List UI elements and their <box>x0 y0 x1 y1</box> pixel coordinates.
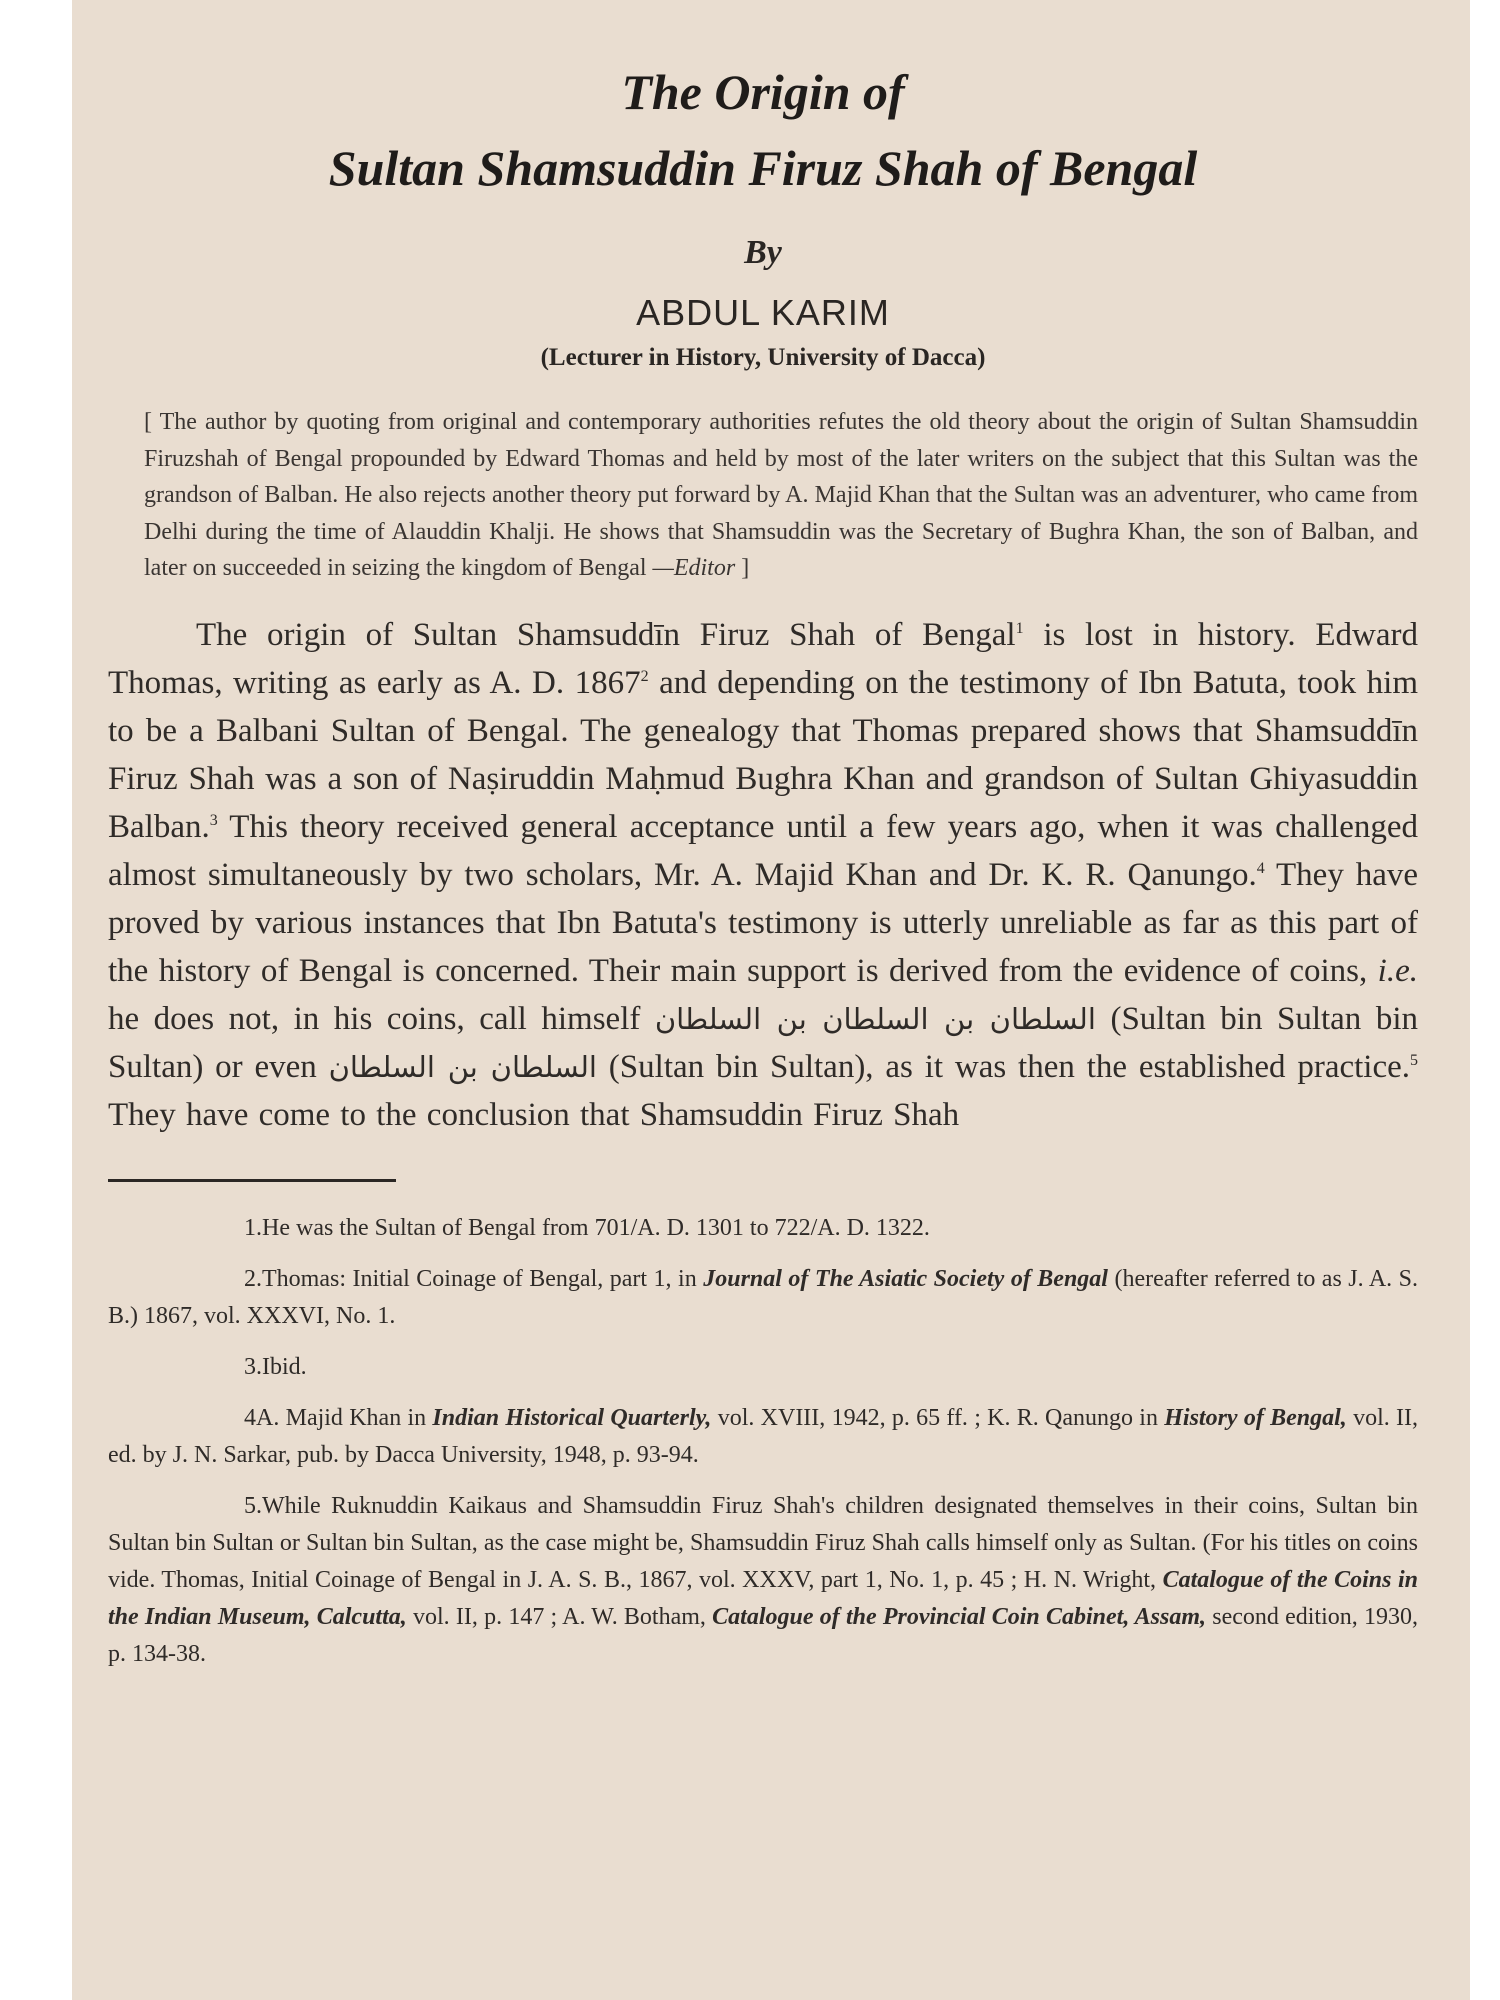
footnote-ref-1: 1 <box>1015 619 1024 637</box>
body-text-3: and depending on the testimony of Ibn Batuta, took him to be a Balbani Sultan of Bengal. The genealogy that Thomas prepared shows that Shamsuddīn Firuz Shah was a son of Naṣiruddin Maḥmud Bughra Khan and grandson of Sultan Ghiyasuddin Balban. <box>108 664 1418 845</box>
abstract-text: [ The author by quoting from original and contemporary authorities refutes the old theory about the origin of Sultan Shamsuddin Firuzshah of Bengal propounded by Edward Thomas and held by most of the later writers on the subject that this Sultan was the grandson of Balban. He also rejects another theory put forward by A. Majid Khan that the Sultan was an adventurer, who came from Delhi during the time of Alauddin Khalji. He shows that Shamsuddin was the Secretary of Bughra Khan, the son of Balban, and later on succeeded in seizing the kingdom of Bengal <box>144 409 1418 581</box>
arabic-title-2: السلطان بن السلطان <box>328 1049 597 1084</box>
body-paragraph <box>108 611 1418 1139</box>
footnote-text: A. Majid Khan in <box>256 1404 433 1431</box>
author-affiliation: (Lecturer in History, University of Dacca) <box>540 344 986 371</box>
footnote-number: 2. <box>244 1265 262 1292</box>
footnote-ref-4: 4 <box>1256 859 1265 877</box>
footnote-catalogue: Catalogue of the Coins in the Indian Museum, Calcutta, <box>108 1566 1419 1630</box>
footnote-2 <box>108 1261 1418 1335</box>
byline: By <box>744 234 782 271</box>
footnote-ref-5: 5 <box>1410 1051 1418 1069</box>
title-line-2: Sultan Shamsuddin Firuz Shah of Bengal <box>328 140 1198 196</box>
body-text-7: (Sultan bin Sultan bin Sultan) or even <box>108 1000 1418 1085</box>
footnote-text: second edition, 1930, p. 134-38. <box>108 1603 1418 1667</box>
body-text-8: (Sultan bin Sultan), as it was then the established practice. <box>596 1048 1410 1085</box>
author-name: ABDUL KARIM <box>636 292 890 333</box>
footnote-text: vol. XVIII, 1942, p. 65 ff. ; K. R. Qanungo in <box>711 1404 1165 1431</box>
footnote-4 <box>108 1400 1418 1474</box>
footnote-text: (hereafter referred to as J. A. S. B.) 1867, vol. XXXVI, No. 1. <box>108 1265 1418 1329</box>
title-line-1: The Origin of <box>621 64 905 120</box>
footnote-number: 5. <box>244 1492 262 1519</box>
footnote-number: 1. <box>244 1214 262 1241</box>
title-block <box>108 0 1418 372</box>
footnote-ref-3: 3 <box>209 811 218 829</box>
body-text-2: is lost in history. Edward Thomas, writing as early as A. D. 1867 <box>108 616 1418 701</box>
body-text-4: This theory received general acceptance until a few years ago, when it was challenged almost simultaneously by two scholars, Mr. A. Majid Khan and Dr. K. R. Qanungo. <box>108 808 1418 893</box>
journal-page <box>72 0 1470 2000</box>
footnote-journal: History of Bengal, <box>1164 1404 1347 1431</box>
footnote-divider <box>108 1179 396 1182</box>
editor-abstract <box>144 404 1418 587</box>
body-ie: i.e. <box>1377 952 1418 989</box>
footnote-text: vol. II, p. 147 ; A. W. Botham, <box>406 1603 713 1630</box>
body-text-9: They have come to the conclusion that Shamsuddin Firuz Shah <box>108 1096 960 1133</box>
article-title <box>108 54 1418 206</box>
abstract-editor: —Editor <box>652 555 736 581</box>
footnote-text: Ibid. <box>262 1353 307 1380</box>
footnote-catalogue: Catalogue of the Provincial Coin Cabinet, Assam, <box>712 1603 1207 1630</box>
footnote-ref-2: 2 <box>640 667 649 685</box>
footnote-journal: Journal of The Asiatic Society of Bengal <box>703 1265 1108 1292</box>
footnotes <box>108 1210 1418 1673</box>
footnote-journal: Indian Historical Quarterly, <box>432 1404 712 1431</box>
footnote-number: 4 <box>244 1404 256 1431</box>
footnote-text: Thomas: Initial Coinage of Bengal, part 1, in <box>262 1265 704 1292</box>
body-text-1: The origin of Sultan Shamsuddīn Firuz Shah of Bengal <box>196 616 1016 653</box>
footnote-text: He was the Sultan of Bengal from 701/A. D. 1301 to 722/A. D. 1322. <box>262 1214 930 1241</box>
arabic-title-1: السلطان بن السلطان بن السلطان <box>654 1001 1096 1036</box>
footnote-number: 3. <box>244 1353 262 1380</box>
body-text-5: They have proved by various instances that Ibn Batuta's testimony is utterly unreliable as far as this part of the history of Bengal is concerned. Their main support is derived from the evidence of coins, <box>108 856 1418 989</box>
footnote-5 <box>108 1488 1418 1673</box>
abstract-close: ] <box>735 555 750 581</box>
body-text-6: he does not, in his coins, call himself <box>108 1000 655 1037</box>
footnote-3 <box>108 1349 1418 1386</box>
footnote-text: vol. II, ed. by J. N. Sarkar, pub. by Dacca University, 1948, p. 93-94. <box>108 1404 1418 1468</box>
footnote-1 <box>108 1210 1418 1247</box>
footnote-text: While Ruknuddin Kaikaus and Shamsuddin Firuz Shah's children designated themselves in their coins, Sultan bin Sultan bin Sultan or Sultan bin Sultan, as the case might be, Shamsuddin Firuz Shah calls himself only as Sultan. (For his titles on coins vide. Thomas, Initial Coinage of Bengal in J. A. S. B., 1867, vol. XXXV, part 1, No. 1, p. 45 ; H. N. Wright, <box>108 1492 1418 1593</box>
